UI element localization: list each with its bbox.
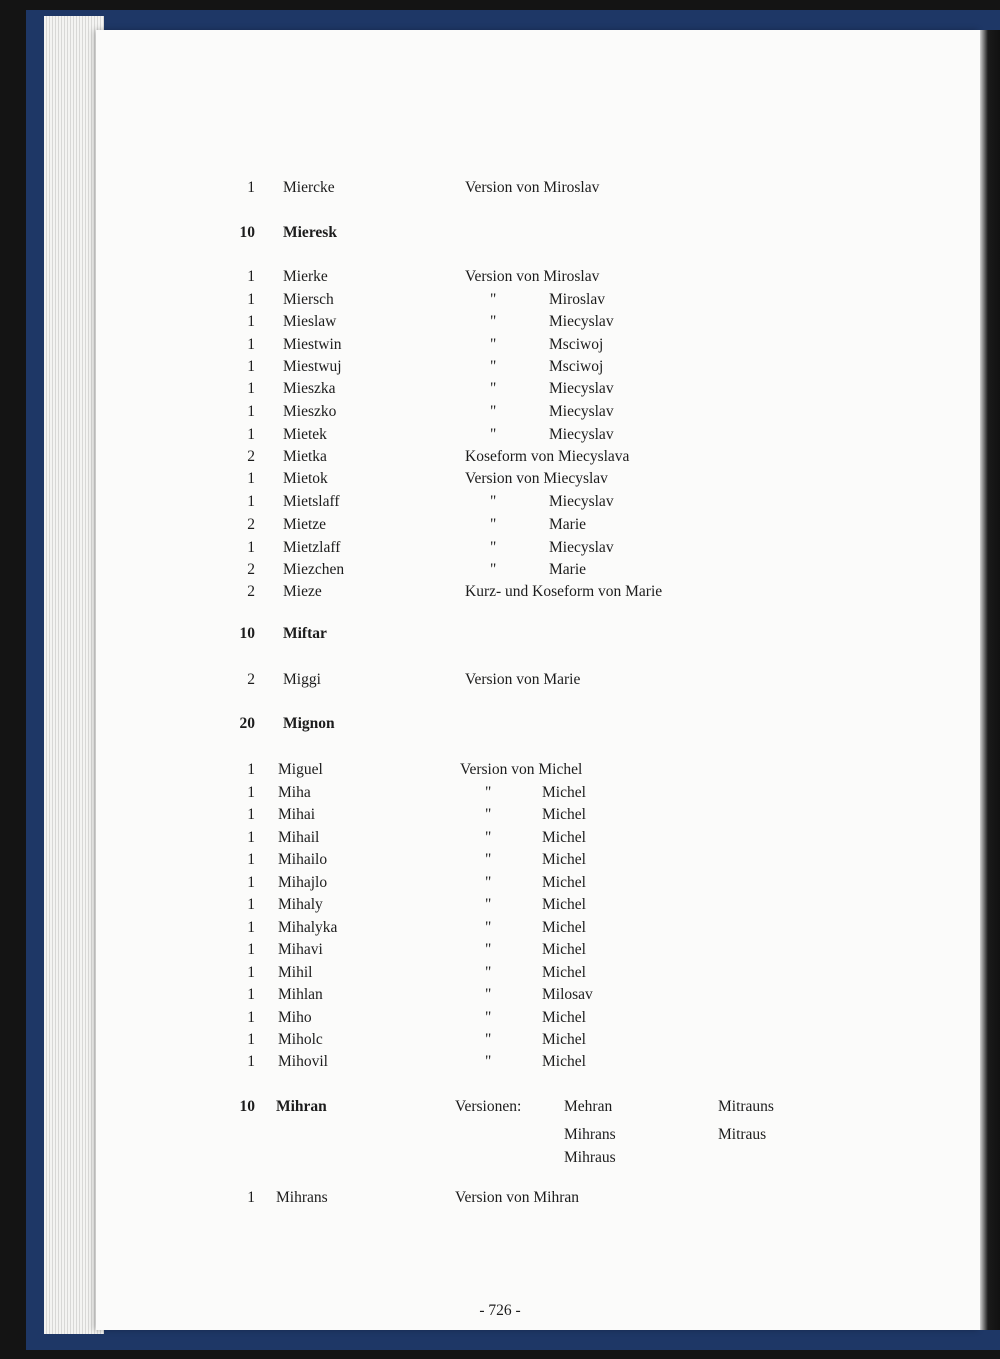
entry-count: 1 bbox=[247, 874, 255, 891]
entry-row bbox=[0, 1053, 1000, 1077]
entry-count: 1 bbox=[247, 919, 255, 936]
entry-description: Miecyslav bbox=[549, 539, 614, 556]
entry-row bbox=[0, 874, 1000, 898]
entry-description: Michel bbox=[542, 1009, 586, 1026]
entry-name: Mihalyka bbox=[278, 919, 338, 936]
entry-name: Miezchen bbox=[283, 561, 345, 578]
entry-name: Miholc bbox=[278, 1031, 323, 1048]
entry-name: Miggi bbox=[283, 671, 321, 688]
entry-count: 1 bbox=[247, 380, 255, 397]
entry-description: Version von Marie bbox=[465, 671, 581, 688]
entry-description: Michel bbox=[542, 896, 586, 913]
entry-description: Version von Michel bbox=[460, 761, 583, 778]
entry-mihran bbox=[0, 1098, 1000, 1122]
entry-description: Michel bbox=[542, 919, 586, 936]
entry-row bbox=[0, 224, 1000, 248]
entry-row bbox=[0, 426, 1000, 450]
entry-description: Version von Miecyslav bbox=[465, 470, 608, 487]
entry-description: Michel bbox=[542, 1031, 586, 1048]
entry-name: Miha bbox=[278, 784, 311, 801]
entry-count: 1 bbox=[247, 336, 255, 353]
ditto-mark: " bbox=[485, 806, 492, 823]
entry-name: Miestwuj bbox=[283, 358, 342, 375]
entry-count: 2 bbox=[247, 561, 255, 578]
entry-count: 10 bbox=[239, 625, 255, 642]
entry-count: 1 bbox=[247, 179, 255, 196]
entry-description: Michel bbox=[542, 941, 586, 958]
version-item: Mitraus bbox=[718, 1126, 767, 1143]
ditto-mark: " bbox=[490, 358, 497, 375]
entry-row bbox=[0, 896, 1000, 920]
entry-mihran-cont bbox=[0, 1126, 1000, 1150]
entry-row bbox=[0, 539, 1000, 563]
entry-count: 1 bbox=[247, 1053, 255, 1070]
entry-name: Miersch bbox=[283, 291, 334, 308]
entry-row bbox=[0, 470, 1000, 494]
entry-description: Michel bbox=[542, 851, 586, 868]
entry-name: Mietok bbox=[283, 470, 328, 487]
entry-count: 1 bbox=[247, 1031, 255, 1048]
entry-description: Michel bbox=[542, 964, 586, 981]
entry-row bbox=[0, 1031, 1000, 1055]
entry-count: 1 bbox=[247, 761, 255, 778]
entry-description: Marie bbox=[549, 516, 587, 533]
entry-description: Marie bbox=[549, 561, 587, 578]
entry-name: Mihailo bbox=[278, 851, 328, 868]
entry-count: 1 bbox=[247, 829, 255, 846]
entry-count: 10 bbox=[239, 1098, 255, 1115]
entry-count: 1 bbox=[247, 1009, 255, 1026]
entry-name: Mihavi bbox=[278, 941, 323, 958]
entry-count: 2 bbox=[247, 671, 255, 688]
entry-count: 2 bbox=[247, 583, 255, 600]
entry-row bbox=[0, 516, 1000, 540]
entry-description: Michel bbox=[542, 1053, 586, 1070]
entry-row bbox=[0, 941, 1000, 965]
ditto-mark: " bbox=[490, 291, 497, 308]
ditto-mark: " bbox=[490, 403, 497, 420]
entry-row bbox=[0, 671, 1000, 695]
version-item: Mitrauns bbox=[718, 1098, 774, 1115]
entry-description: Kurz- und Koseform von Marie bbox=[465, 583, 663, 600]
entry-description: Miecyslav bbox=[549, 403, 614, 420]
entry-count: 1 bbox=[247, 313, 255, 330]
entry-mihran-cont bbox=[0, 1149, 1000, 1173]
entry-name: Mieze bbox=[283, 583, 322, 600]
entry-count: 1 bbox=[247, 941, 255, 958]
ditto-mark: " bbox=[485, 941, 492, 958]
entry-row bbox=[0, 313, 1000, 337]
ditto-mark: " bbox=[485, 829, 492, 846]
entry-name: Mignon bbox=[283, 715, 335, 732]
ditto-mark: " bbox=[485, 784, 492, 801]
entry-mihrans bbox=[0, 1189, 1000, 1213]
entry-row bbox=[0, 715, 1000, 739]
entry-row bbox=[0, 448, 1000, 472]
entry-name: Mihrans bbox=[276, 1189, 328, 1206]
entry-row bbox=[0, 964, 1000, 988]
entry-count: 1 bbox=[247, 806, 255, 823]
entry-count: 1 bbox=[247, 268, 255, 285]
entry-count: 1 bbox=[247, 291, 255, 308]
ditto-mark: " bbox=[490, 516, 497, 533]
entry-name: Miguel bbox=[278, 761, 323, 778]
entry-description: Version von Miroslav bbox=[465, 179, 600, 196]
entry-description: Michel bbox=[542, 806, 586, 823]
version-item: Mehran bbox=[564, 1098, 613, 1115]
entry-name: Mihovil bbox=[278, 1053, 328, 1070]
entry-name: Mietek bbox=[283, 426, 327, 443]
entry-name: Mieszko bbox=[283, 403, 337, 420]
entry-count: 2 bbox=[247, 516, 255, 533]
entry-count: 1 bbox=[247, 851, 255, 868]
entry-row bbox=[0, 358, 1000, 382]
ditto-mark: " bbox=[490, 380, 497, 397]
entry-description: Michel bbox=[542, 874, 586, 891]
ditto-mark: " bbox=[485, 919, 492, 936]
entry-row bbox=[0, 919, 1000, 943]
entry-count: 10 bbox=[239, 224, 255, 241]
entry-description: Miecyslav bbox=[549, 313, 614, 330]
ditto-mark: " bbox=[490, 313, 497, 330]
entry-description: Michel bbox=[542, 829, 586, 846]
page-number: - 726 - bbox=[479, 1302, 521, 1319]
entry-count: 1 bbox=[247, 470, 255, 487]
entry-row bbox=[0, 625, 1000, 649]
entry-row bbox=[0, 493, 1000, 517]
entry-count: 1 bbox=[247, 784, 255, 801]
entry-name: Miftar bbox=[283, 625, 327, 642]
entry-count: 1 bbox=[247, 426, 255, 443]
entry-count: 20 bbox=[239, 715, 255, 732]
ditto-mark: " bbox=[485, 964, 492, 981]
entry-row bbox=[0, 986, 1000, 1010]
ditto-mark: " bbox=[490, 493, 497, 510]
entry-name: Mihail bbox=[278, 829, 320, 846]
entry-description: Msciwoj bbox=[549, 336, 604, 353]
entry-description: Koseform von Miecyslava bbox=[465, 448, 630, 465]
entry-count: 1 bbox=[247, 1189, 255, 1206]
entry-count: 1 bbox=[247, 896, 255, 913]
ditto-mark: " bbox=[490, 561, 497, 578]
entry-count: 1 bbox=[247, 358, 255, 375]
entry-count: 1 bbox=[247, 986, 255, 1003]
entry-name: Mieslaw bbox=[283, 313, 337, 330]
ditto-mark: " bbox=[485, 1009, 492, 1026]
entry-count: 1 bbox=[247, 964, 255, 981]
entry-name: Mihran bbox=[276, 1098, 327, 1115]
entry-row bbox=[0, 561, 1000, 585]
entry-name: Miestwin bbox=[283, 336, 342, 353]
entry-row bbox=[0, 784, 1000, 808]
entry-description: Miecyslav bbox=[549, 426, 614, 443]
entry-description: Msciwoj bbox=[549, 358, 604, 375]
ditto-mark: " bbox=[485, 1031, 492, 1048]
entry-row bbox=[0, 336, 1000, 360]
ditto-mark: " bbox=[485, 874, 492, 891]
entry-row bbox=[0, 1009, 1000, 1033]
versions-label: Versionen: bbox=[455, 1098, 522, 1115]
entry-name: Miho bbox=[278, 1009, 312, 1026]
entry-name: Mietka bbox=[283, 448, 327, 465]
entry-name: Miercke bbox=[283, 179, 335, 196]
entry-name: Mihajlo bbox=[278, 874, 328, 891]
ditto-mark: " bbox=[490, 426, 497, 443]
entry-name: Mieszka bbox=[283, 380, 336, 397]
entry-row bbox=[0, 761, 1000, 785]
entry-row bbox=[0, 268, 1000, 292]
entry-name: Mietze bbox=[283, 516, 327, 533]
entry-row bbox=[0, 806, 1000, 830]
version-item: Mihrans bbox=[564, 1126, 616, 1143]
entry-description: Michel bbox=[542, 784, 586, 801]
entry-name: Mihaly bbox=[278, 896, 323, 913]
entry-description: Milosav bbox=[542, 986, 593, 1003]
entry-row bbox=[0, 583, 1000, 607]
entry-description: Miecyslav bbox=[549, 380, 614, 397]
entry-count: 2 bbox=[247, 448, 255, 465]
entry-description: Miecyslav bbox=[549, 493, 614, 510]
ditto-mark: " bbox=[485, 1053, 492, 1070]
entry-name: Mihlan bbox=[278, 986, 323, 1003]
entry-description: Version von Mihran bbox=[455, 1189, 579, 1206]
entry-row bbox=[0, 380, 1000, 404]
entry-name: Mihai bbox=[278, 806, 316, 823]
ditto-mark: " bbox=[490, 539, 497, 556]
entry-description: Miroslav bbox=[549, 291, 605, 308]
entry-row bbox=[0, 291, 1000, 315]
ditto-mark: " bbox=[485, 986, 492, 1003]
entry-count: 1 bbox=[247, 493, 255, 510]
entry-row bbox=[0, 829, 1000, 853]
ditto-mark: " bbox=[485, 851, 492, 868]
entry-name: Mierke bbox=[283, 268, 328, 285]
entry-name: Mietzlaff bbox=[283, 539, 341, 556]
entry-row bbox=[0, 179, 1000, 203]
entry-name: Mieresk bbox=[283, 224, 337, 241]
entry-count: 1 bbox=[247, 539, 255, 556]
entry-name: Mietslaff bbox=[283, 493, 340, 510]
entry-description: Version von Miroslav bbox=[465, 268, 600, 285]
ditto-mark: " bbox=[485, 896, 492, 913]
ditto-mark: " bbox=[490, 336, 497, 353]
entry-row bbox=[0, 403, 1000, 427]
entry-row bbox=[0, 851, 1000, 875]
entry-count: 1 bbox=[247, 403, 255, 420]
version-item: Mihraus bbox=[564, 1149, 616, 1166]
entry-name: Mihil bbox=[278, 964, 313, 981]
